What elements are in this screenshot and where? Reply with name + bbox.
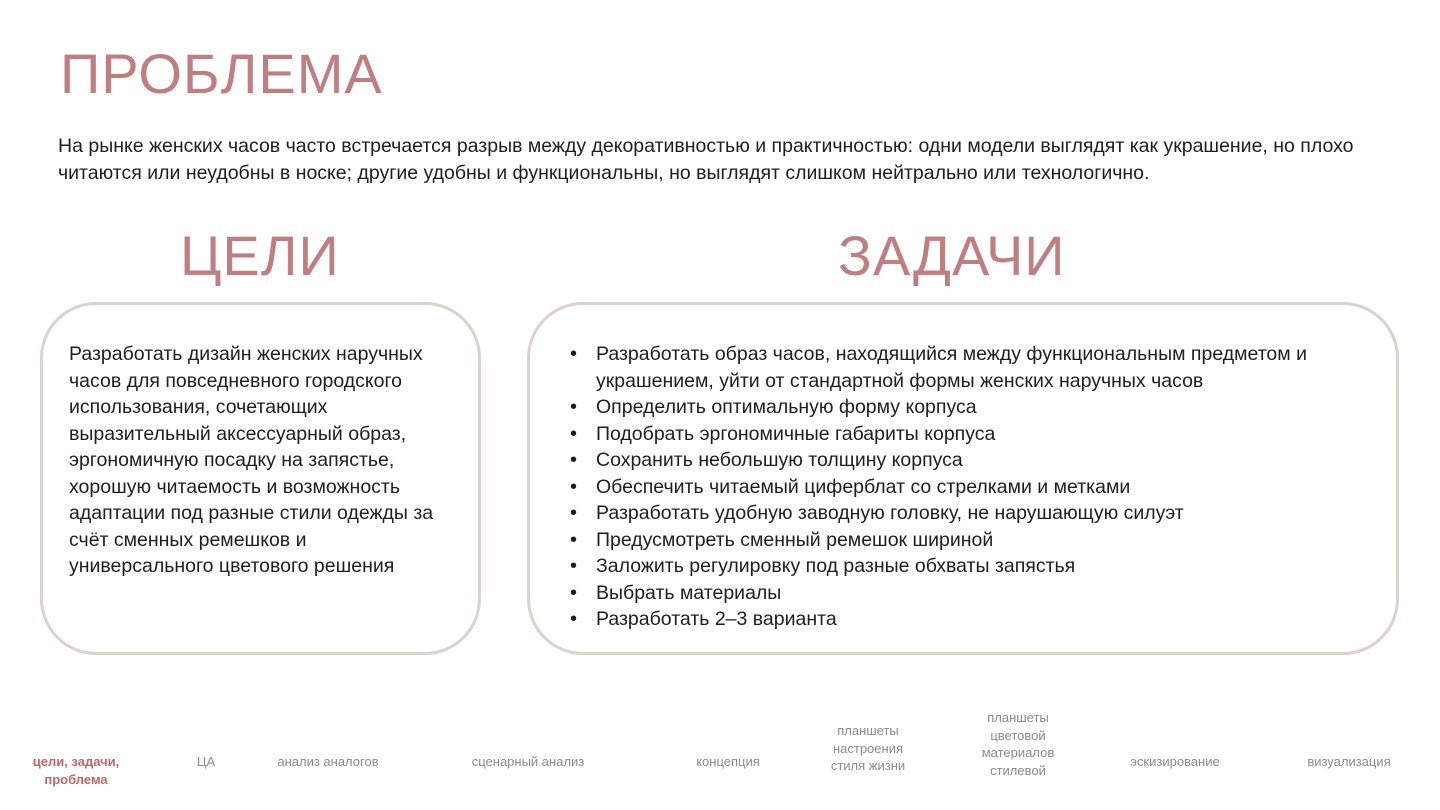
task-item: • Разработать удобную заводную головку, не нарушающую силуэт xyxy=(570,500,1360,527)
tasks-title: ЗАДАЧИ xyxy=(838,224,1066,287)
task-item: • Обеспечить читаемый циферблат со стрелками и метками xyxy=(570,474,1360,501)
task-item: • Сохранить небольшую толщину корпуса xyxy=(570,447,1360,474)
nav-item-concept[interactable]: концепция xyxy=(696,754,760,769)
task-item: • Выбрать материалы xyxy=(570,580,1360,607)
tasks-list xyxy=(570,341,1360,633)
goals-title: ЦЕЛИ xyxy=(180,224,340,287)
nav-item-mood-boards[interactable]: планшеты настроения стиля жизни xyxy=(830,723,906,773)
goals-card xyxy=(40,302,481,655)
nav-item-sketching[interactable]: эскизирование xyxy=(1130,754,1220,769)
tasks-card xyxy=(527,302,1399,655)
nav-item-visualization[interactable]: визуализация xyxy=(1307,754,1391,769)
task-item: • Разработать 2–3 варианта xyxy=(570,606,1360,633)
nav-item-goals-tasks-problem[interactable]: цели, задачи, проблема xyxy=(32,754,120,787)
goals-description: Разработать дизайн женских наручных часов для повседневного городского использования, сочетающих выразительный аксессуарный образ, эргономичную посадку на запястье, хорошую читаемость и возможность адаптации под разные стили одежды за счёт сменных ремешков и универсального цветового решения xyxy=(69,343,434,577)
problem-description: На рынке женских часов часто встречается разрыв между декоративностью и практичностью: одни модели выглядят как украшение, но плохо читаются или неудобны в носке; другие удобны и функциональны, но выглядят слишком нейтрально или технологично. xyxy=(58,135,1354,184)
nav-item-audience[interactable]: ЦА xyxy=(196,754,216,769)
task-item: • Подобрать эргономичные габариты корпуса xyxy=(570,421,1360,448)
nav-item-color-material-boards[interactable]: планшеты цветовой материалов стилевой xyxy=(981,710,1055,778)
task-item: • Заложить регулировку под разные обхваты запястья xyxy=(570,553,1360,580)
task-item: • Предусмотреть сменный ремешок шириной xyxy=(570,527,1360,554)
nav-item-analogs-analysis[interactable]: анализ аналогов xyxy=(277,754,379,769)
task-item: • Определить оптимальную форму корпуса xyxy=(570,394,1360,421)
nav-item-scenario-analysis[interactable]: сценарный анализ xyxy=(471,754,585,769)
bottom-navigation xyxy=(0,700,1440,800)
problem-title: ПРОБЛЕМА xyxy=(60,42,383,105)
task-item: • Разработать образ часов, находящийся между функциональным предметом и украшением, уйти от стандартной формы женских наручных часов xyxy=(570,341,1360,394)
